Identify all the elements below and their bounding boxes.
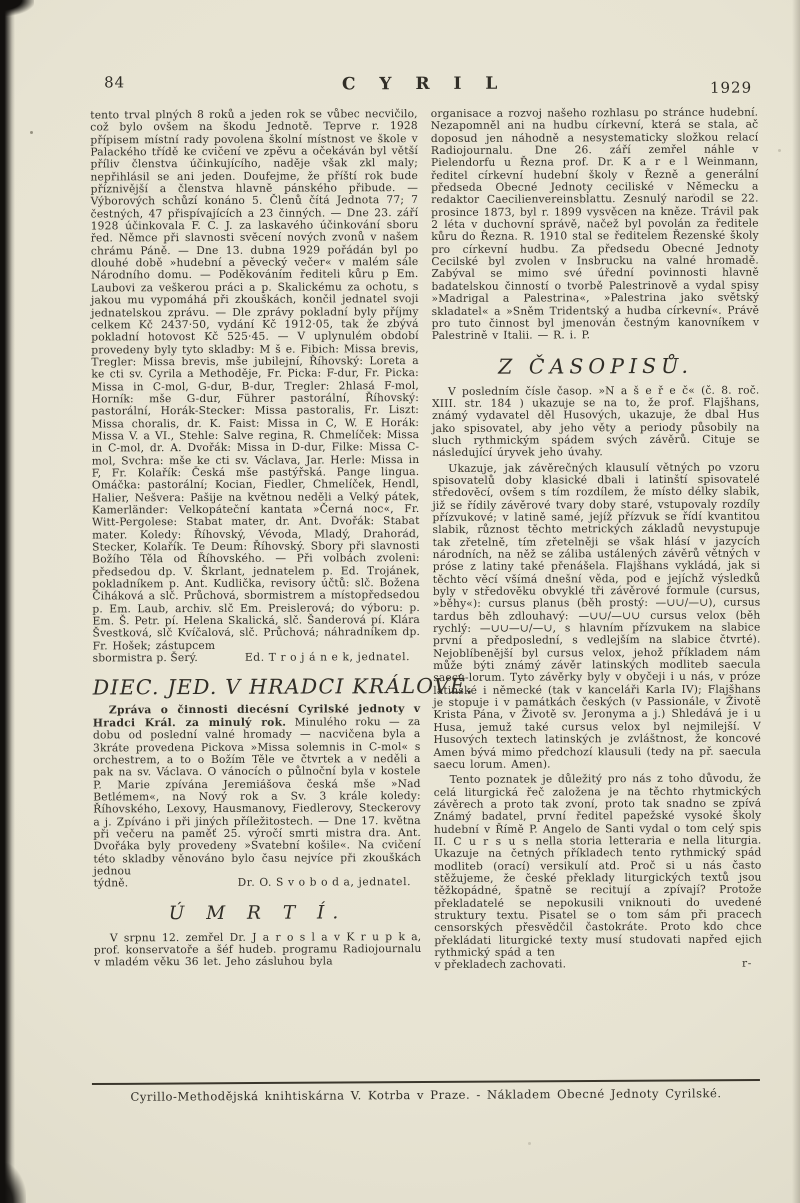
hradec-report-body: Minulého roku — za dobu od poslední valné hromady — nacvičena byla a 3kráte provedena Pickova »Missa solemnis in C-mol« s orchestrem, a to o Božím Těle ve čtvrtek a v neděli a pak na sv. Václava. O vánocích o půlnoční byla v kostele P. Marie zpívána Jeremiášova česká mše »Nad Betlémem«, na Nový rok a Sv. 3 krále koledy: Říhovského, Lexovy, Hausmanovy, Fiedlerovy, Steckerovy a j. Zpíváno i při jiných příležitostech. — Dne 17. května při večeru na paměť 25. výročí smrti mistra dra. Ant. Dvořáka byly provedeny »Svatební košile«. Na cvičení této skladby věnováno bylo času nejvíce při zkouškách jednou bbox=[92, 714, 422, 878]
signature-author-mark: r- bbox=[741, 956, 752, 970]
hradec-report-paragraph bbox=[93, 703, 421, 877]
page-footer bbox=[92, 1079, 760, 1104]
hradec-report-lead: Zpráva o činnosti diecésní Cyrilské jednoty v Hradci Král. za minulý rok. bbox=[92, 702, 421, 730]
obituary-paragraph: V srpnu 12. zemřel Dr. J a r o s l a v K r u p k a, prof. konservatoře a šéf hudeb. programu Radiojournalu v mladém věku 36 let. Jeho zásluhou byla bbox=[93, 929, 422, 969]
scan-edge-shadow-left bbox=[0, 0, 15, 1203]
journals-review-paragraph-2: Ukazuje, jak závěrečných klausulí větných po vzoru spisovatelů doby klasické dbali i latinští spisovatelé středověcí, ovšem s tím rozdílem, že místo délky slabik, již se řídily závěrové tvary doby staré, vstupovaly rozdíly přízvukové; v latině samé, jejíž přízvuk se řídí kvantitou slabik, různost těchto metrických základů nevystupuje tak zřetelně, tím zřetelněji se však hlásí v jazycích národních, na něž se záliba ustálených závěrů větných v próse z latiny také přenášela. Flajšhans vykládá, jak si těchto věcí všímá dnešní věda, pod e jejíchž výsledků byly v středověku obvyklé tři závěrové formule (cursus, »běhy«): cursus planus (běh prostý: —∪∪/—∪), cursus tardus běh zdlouhavý: —∪∪/—∪∪ cursus velox (běh rychlý: —∪∪—∪/—∪, s hlavním přízvukem na slabice první a předposlední, s vedlejším na slabice čtvrté). Nejoblíbenější byl cursus velox, jehož příkladem nám může býti známý závěr latinských modliteb saecula saecu-lorum. Tyto závěrky byly v obyčeji i u nás, v próze latinské i německé (tak v kanceláři Karla IV); Flajšhans je stopuje i v památkách českých (v Passionále, v Životě Krista Pána, v Životě sv. Jeronyma a j.) Shledává je i u Husa, jemuž také cursus velox byl nejmilejší. V Husových textech latinských je zvláštnost, že koncové Amen bývá mimo předchozí klausuli (tedy na př. saecula saecu lorum. Amen). bbox=[432, 460, 762, 771]
two-column-layout bbox=[90, 107, 762, 974]
printer-imprint: Cyrillo-Methodějská knihtiskárna V. Kotrba v Praze. - Nákladem Obecné Jednoty Cyrilské. bbox=[130, 1086, 722, 1104]
signature-svoboda: Dr. O. S v o b o d a, jednatel. bbox=[237, 875, 412, 890]
obituary-continuation-paragraph: organisace a rozvoj našeho rozhlasu po stránce hudební. Nezapomněl ani na hudbu církevní, která se stala, ač doposud jen náhodně a nesystematicky složkou relací Radiojournalu. Dne 26. září zemřel náhle v Pielendorfu u Řezna prof. Dr. K a r e l Weinmann, ředitel církevní hudební školy v Řezně a generální předseda Obecné Jednoty ceciliské v Německu a redaktor Caecilienvereinsblattu. Zesnulý narodil se 22. prosince 1873, byl r. 1899 vysvěcen na kněze. Trávil pak 2 léta v duchovní správě, načež byl povolán za ředitele kůru do Řezna. R. 1910 stal se ředitelem Řezenské školy pro církevní hudbu. Za předsedu Obecné Jednoty Cecilské byl zvolen v Insbrucku na valné hromadě. Zabýval se mimo své úřední povinnosti hlavně badatelskou činností o tvorbě Palestrinově a vydal spisy »Madrigal a Palestrina«, »Palestrina jako světský skladatel« a »Sněm Tridentský a hudba církevní«. Právě pro tuto činnost byl jmenován čestným kanovníkem v Palestrině v Italii. — R. i. P. bbox=[430, 105, 760, 343]
journals-review-paragraph-1: V posledním čísle časop. »N a š e ř e č« (č. 8. roč. XIII. str. 184 ) ukazuje se na to, že prof. Flajšhans, známý vydavatel děl Husových, ukazuje, že dbal Hus jako spisovatel, aby jeho věty a periody působily na sluch rythmickým spádem svých závěrů. Cituje se následující úryvek jeho úvahy. bbox=[431, 383, 760, 460]
journals-review-paragraph-3: Tento poznatek je důležitý pro nás z toho důvodu, že celá liturgická řeč založena je na těchto rhytmických závěrech a proto tak zvoní, proto tak snadno se zpívá Známý badatel, první ředitel papežské vysoké školy hudební v Římě P. Angelo de Santi vydal o tom celý spis II. C u r s u s nella storia letteraria e nella liturgia. Ukazuje na četných příkladech tento rythmický spád modliteb (orací) versikulí atd. Proč si u nás často stěžujeme, že české překlady liturgických textů jsou těžkopádné, špatně se recitují a zpívají? Protože překladatelé se nepokusili vniknouti do uvedené struktury textu. Pisatel se o tom sám při pracech censorských přesvědčil častokráte. Proto kdo chce překládati liturgické texty musí studovati napřed ejich rythmický spád a ten bbox=[433, 771, 762, 959]
publication-year: 1929 bbox=[709, 78, 753, 97]
section-heading-hradec-kralove: DIEC. JED. V HRADCI KRÁLOVÉ. bbox=[92, 674, 474, 700]
signature-line bbox=[94, 876, 422, 890]
left-column bbox=[90, 107, 474, 973]
signature-left-text: v překladech zachovati. bbox=[434, 957, 567, 972]
annual-report-continuation-paragraph: tento trval plných 8 roků a jeden rok se vůbec necvičilo, což bylo ovšem na škodu Jednotě. Teprve r. 1928 přípisem místní rady povolena školní místnost ve škole v Palackého třídě ke cvičení ve zpěvu a očekáván byl větší příliv členstva účinkujícího, naděje však zkl maly; nepřihlásil se ani jeden. Doufejme, že příští rok bude příznivější a členstva hlavně pánského přibude. — Výborových schůzí konáno 5. Členů čítá Jednota 77; 7 čestných, 47 přispívajících a 23 činných. — Dne 23. září 1928 účinkovala F. C. J. za laskavého účinkování sboru řed. Němce při slavnosti svěcení nových zvonů v našem chrámu Páně. — Dne 13. dubna 1929 pořádán byl po dlouhé době »hudební a pěvecký večer« v malém sále Národního domu. — Poděkováním řediteli kůru p Em. Laubovi za veškerou práci a p. Skalickému za ochotu, s jakou mu vypomáhá při zkouškách, končil jednatel svoji jednatelskou zprávu. — Dle zprávy pokladní byly příjmy celkem Kč 2437·50, vydání Kč 1912·05, tak že zbývá pokladní hotovost Kč 525·45. — V uplynulém období provedeny byly tyto skladby: M š e. Fibich: Missa brevis, Tregler: Missa brevis, mše jubilejní, Říhovský: Loreta a ke cti sv. Cyrila a Methoděje, Fr. Picka: F-dur, Fr. Picka: Missa in C-mol, G-dur, B-dur, Tregler: 2hlasá F-mol, Horník: mše G-dur, Führer pastorální, Říhovský: pastorální, Horák-Stecker: Missa pastoralis, Fr. Liszt: Missa choralis, dr. K. Faist: Missa in C, W. E Horák: Missa V. a VI., Stehle: Salve regina, R. Chmelíček: Missa in C-mol, dr. A. Dvořák: Missa in D-dur, Filke: Missa C-mol, Svchra: mše ke cti sv. Václava, Jar. Herle: Missa in F, Fr. Kolařík: Česká mše pastýřská. Pange lingua. Omáčka: pastorální; Kocian, Fiedler, Chmelíček, Hendl, Halier, Nešvera: Pašije na květnou neděli a Velký pátek, Kamerländer: Velkopáteční kantata »Černá noc«, Fr. Witt-Pergolese: Stabat mater, dr. Ant. Dvořák: Stabat mater. Koledy: Říhovský, Vévoda, Mladý, Drahorád, Stecker, Kolařík. Te Deum: Říhovský. Sbory při slavnosti Božího Těla od Říhovského. — Při volbách zvoleni: předsedou dp. V. Škrlant, jednatelem p. Ed. Trojánek, pokladníkem p. Ant. Kudlička, revisory účtů: slč. Božena Čiháková a slč. Průchová, sbormistrem a místopředsedou p. Em. Laub, archiv. slč Em. Preislerová; do výboru: p. Em. Š. Petr. pí. Helena Skalická, slč. Šanderová pí. Klára Švestková, slč Kvíčalová, slč. Průchová; náhradníkem dp. Fr. Hošek; zástupcem bbox=[90, 107, 421, 653]
page-number: 84 bbox=[104, 73, 126, 92]
signature-left-text: týdně. bbox=[93, 876, 129, 890]
signature-line bbox=[434, 958, 762, 972]
section-heading-z-casopisu: Z ČASOPISŮ. bbox=[498, 353, 694, 379]
signature-left-text: sbormistra p. Šerý. bbox=[92, 651, 198, 665]
signature-line bbox=[93, 651, 421, 665]
signature-trojanek: Ed. T r o j á n e k, jednatel. bbox=[244, 650, 411, 664]
right-column bbox=[431, 107, 762, 972]
scan-speck bbox=[30, 131, 33, 134]
scan-edge-shadow-right bbox=[792, 0, 800, 1203]
section-heading-umrti: Ú M R T Í. bbox=[168, 901, 347, 924]
page-content bbox=[90, 65, 762, 974]
page-header bbox=[90, 65, 758, 108]
journal-title: C Y R I L bbox=[341, 73, 507, 95]
footer-rule bbox=[92, 1079, 760, 1085]
